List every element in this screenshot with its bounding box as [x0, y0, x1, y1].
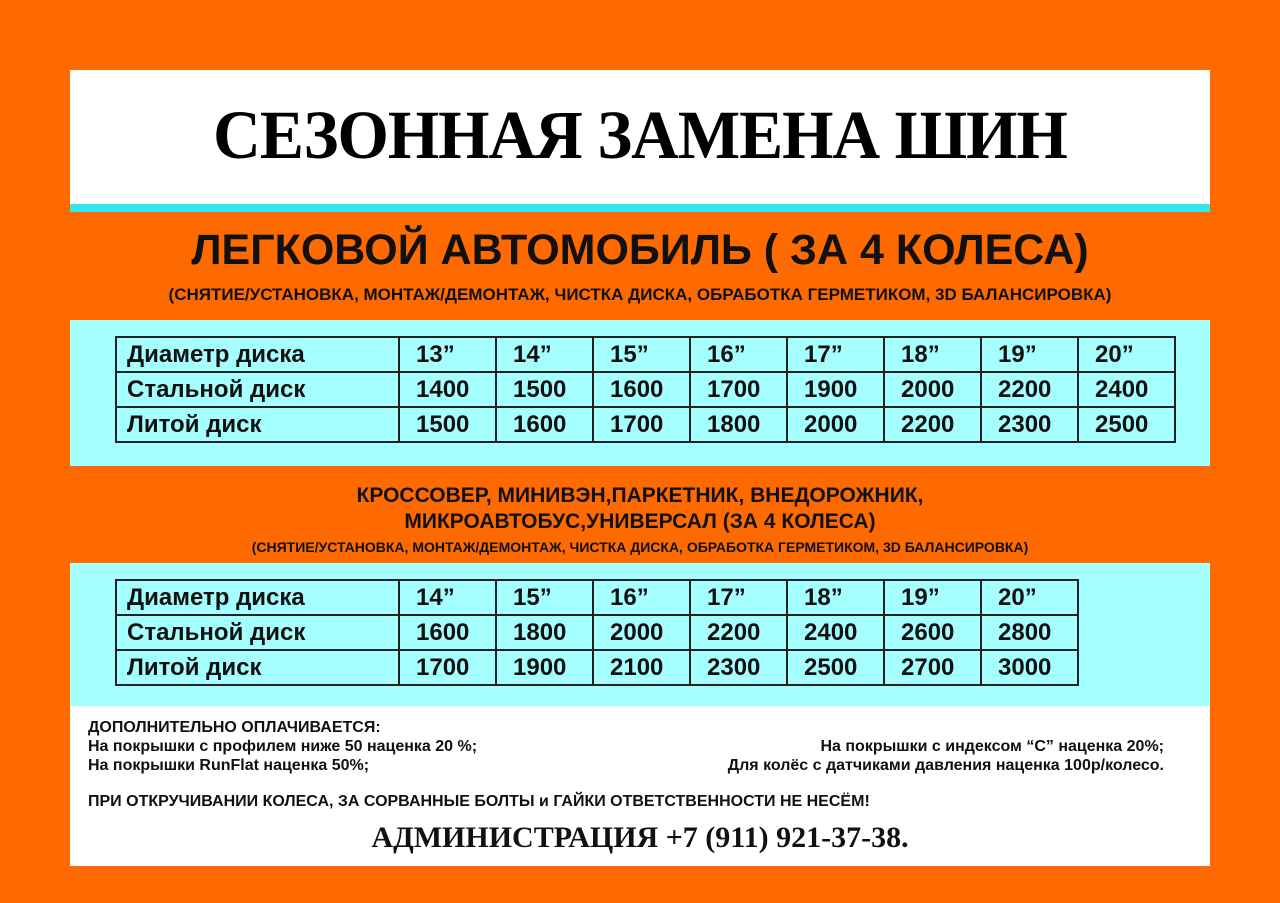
price-cell: 2600 [884, 615, 981, 650]
size-cell: 20” [1078, 337, 1175, 372]
price-cell: 1600 [399, 615, 496, 650]
price-cell: 1600 [593, 372, 690, 407]
row-label: Литой диск [116, 650, 399, 685]
extras-heading: ДОПОЛНИТЕЛЬНО ОПЛАЧИВАЕТСЯ: [88, 719, 381, 736]
price-cell: 1900 [787, 372, 884, 407]
price-cell: 2100 [593, 650, 690, 685]
extras-panel [70, 706, 1210, 866]
size-cell: 17” [787, 337, 884, 372]
price-cell: 1700 [399, 650, 496, 685]
size-cell: 13” [399, 337, 496, 372]
price-cell: 1900 [496, 650, 593, 685]
price-cell: 2000 [884, 372, 981, 407]
price-cell: 2200 [884, 407, 981, 442]
suv-price-table [115, 579, 1079, 686]
size-cell: 14” [496, 337, 593, 372]
price-cell: 1400 [399, 372, 496, 407]
size-cell: 15” [593, 337, 690, 372]
size-cell: 20” [981, 580, 1078, 615]
price-cell: 1500 [399, 407, 496, 442]
price-cell: 2400 [787, 615, 884, 650]
size-cell: 19” [981, 337, 1078, 372]
suv-heading [70, 483, 1210, 535]
price-cell: 1500 [496, 372, 593, 407]
size-cell: 16” [593, 580, 690, 615]
table-header-label: Диаметр диска [116, 337, 399, 372]
accent-divider [70, 204, 1210, 212]
extras-pressure-sensors: Для колёс с датчиками давления наценка 100р/колесо. [727, 757, 1164, 774]
passenger-car-services: (СНЯТИЕ/УСТАНОВКА, МОНТАЖ/ДЕМОНТАЖ, ЧИСТКА ДИСКА, ОБРАБОТКА ГЕРМЕТИКОМ, 3D БАЛАНСИРОВКА) [168, 285, 1112, 304]
suv-heading-line1: КРОССОВЕР, МИНИВЭН,ПАРКЕТНИК, ВНЕДОРОЖНИК, [356, 484, 924, 507]
passenger-price-table [115, 336, 1176, 443]
suv-services: (СНЯТИЕ/УСТАНОВКА, МОНТАЖ/ДЕМОНТАЖ, ЧИСТКА ДИСКА, ОБРАБОТКА ГЕРМЕТИКОМ, 3D БАЛАНСИРОВКА) [251, 539, 1029, 555]
price-cell: 2500 [787, 650, 884, 685]
table-header-label: Диаметр диска [116, 580, 399, 615]
size-cell: 18” [884, 337, 981, 372]
table-row [116, 407, 1175, 442]
passenger-car-heading: ЛЕГКОВОЙ АВТОМОБИЛЬ ( ЗА 4 КОЛЕСА) [191, 226, 1089, 274]
price-cell: 2400 [1078, 372, 1175, 407]
disclaimer: ПРИ ОТКРУЧИВАНИИ КОЛЕСА, ЗА СОРВАННЫЕ БОЛТЫ и ГАЙКИ ОТВЕТСТВЕННОСТИ НЕ НЕСЁМ! [88, 793, 870, 810]
table-row [116, 372, 1175, 407]
suv-heading-line2: МИКРОАВТОБУС,УНИВЕРСАЛ (ЗА 4 КОЛЕСА) [404, 510, 876, 533]
extras-runflat: На покрышки RunFlat наценка 50%; [88, 757, 370, 774]
extras-c-index: На покрышки с индексом “С” наценка 20%; [820, 738, 1164, 755]
row-label: Литой диск [116, 407, 399, 442]
size-cell: 19” [884, 580, 981, 615]
price-cell: 2000 [787, 407, 884, 442]
row-label: Стальной диск [116, 615, 399, 650]
table-header-row [116, 580, 1078, 615]
title-banner [70, 70, 1210, 204]
size-cell: 16” [690, 337, 787, 372]
price-cell: 1800 [496, 615, 593, 650]
price-cell: 2000 [593, 615, 690, 650]
table-row [116, 650, 1078, 685]
price-cell: 1700 [690, 372, 787, 407]
table-header-row [116, 337, 1175, 372]
size-cell: 14” [399, 580, 496, 615]
price-cell: 2200 [981, 372, 1078, 407]
price-cell: 2200 [690, 615, 787, 650]
extras-low-profile: На покрышки с профилем ниже 50 наценка 20 %; [88, 738, 478, 755]
price-cell: 2700 [884, 650, 981, 685]
size-cell: 18” [787, 580, 884, 615]
price-cell: 1600 [496, 407, 593, 442]
price-cell: 1800 [690, 407, 787, 442]
price-cell: 2500 [1078, 407, 1175, 442]
size-cell: 15” [496, 580, 593, 615]
price-cell: 1700 [593, 407, 690, 442]
table-row [116, 615, 1078, 650]
size-cell: 17” [690, 580, 787, 615]
row-label: Стальной диск [116, 372, 399, 407]
page-title: СЕЗОННАЯ ЗАМЕНА ШИН [213, 97, 1067, 174]
price-cell: 3000 [981, 650, 1078, 685]
admin-phone: АДМИНИСТРАЦИЯ +7 (911) 921-37-38. [371, 821, 909, 854]
price-cell: 2300 [981, 407, 1078, 442]
price-cell: 2800 [981, 615, 1078, 650]
price-cell: 2300 [690, 650, 787, 685]
